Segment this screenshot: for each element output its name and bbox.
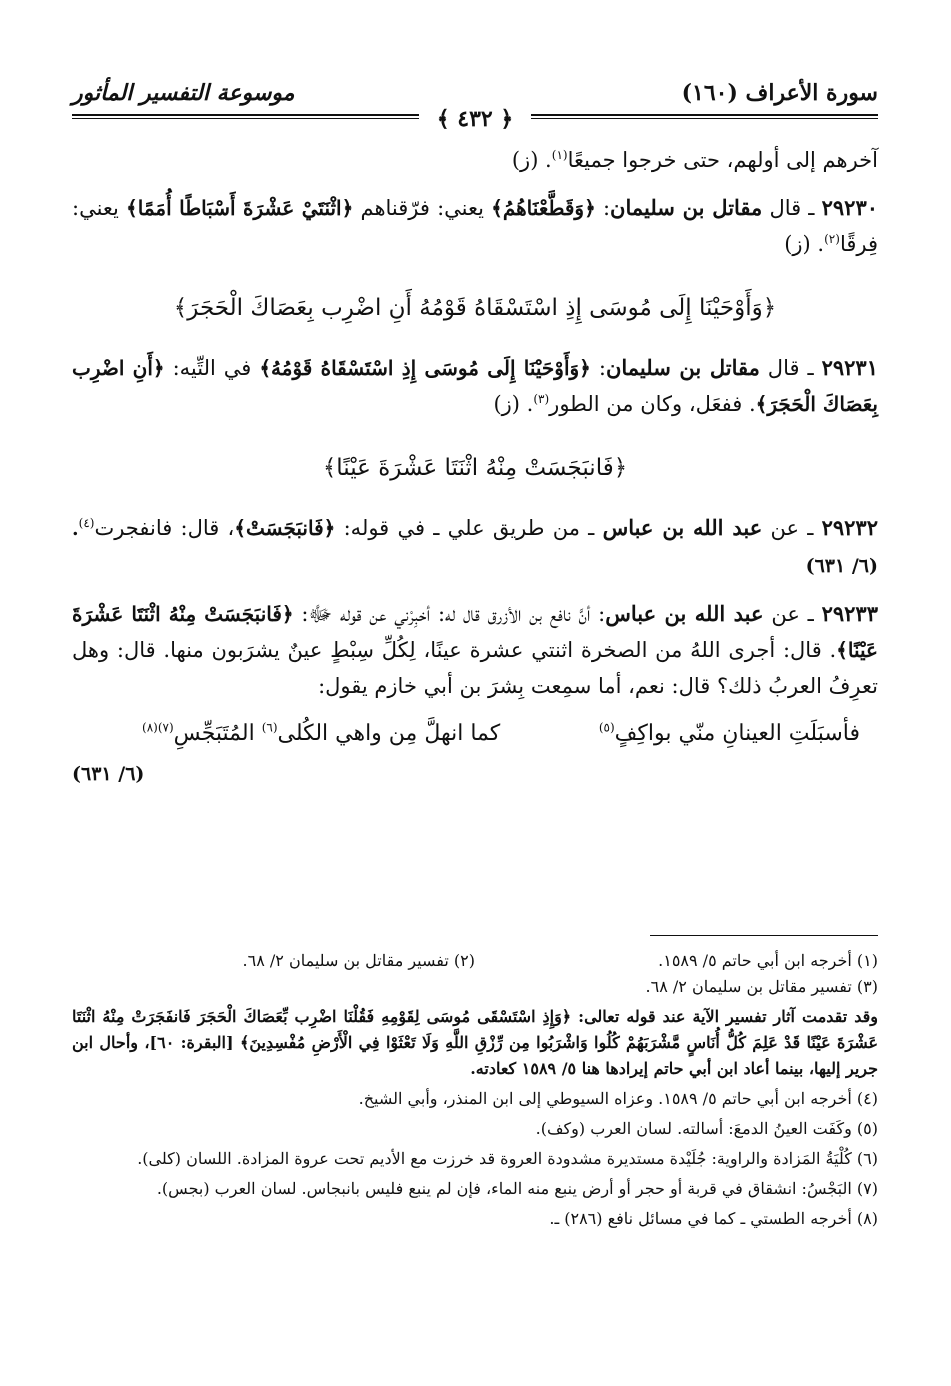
entry-29230: ٢٩٢٣٠ ـ قال مقاتل بن سليمان: ﴿وَقَطَّعْنَاهُمُ﴾ يعني: فرّقناهم ﴿اثْنَتَيْ عَشْرَةَ أَسْبَاطًا أُمَمًا﴾ يعني: فِرقًا$^{(٢)}$. (ز)	[72, 195, 879, 256]
page-number: ﴿ ٤٣٢ ﴾	[419, 106, 532, 132]
footnote-6: (٦) كُلْيَةُ المَزادة والراوية: جُلَيْدة مستديرة مشدودة العروة قد خرزت مع الأديم تحت عروة المزادة. اللسان (كلى).	[137, 1149, 878, 1168]
footnote-5: (٥) وكَفَت العينُ الدمعَ: أسالته. لسان العرب (وكف).	[535, 1119, 878, 1138]
page-header	[72, 70, 878, 132]
narrator-name: عبد الله بن عباس	[602, 515, 763, 540]
footnote-marker: (٢)	[824, 232, 840, 246]
ayah-quote: ﴿اثْنَتَيْ عَشْرَةَ أَسْبَاطًا أُمَمًا﴾	[126, 196, 354, 220]
paragraph-continuation: آخرهم إلى أولهم، حتى خرجوا جميعًا$^{(١)}$. (ز)	[511, 148, 878, 172]
footnote-separator	[650, 935, 878, 936]
footnote-marker: (٤)	[78, 516, 95, 530]
volume-page-ref: (٦/ ٦٣١)	[72, 763, 145, 785]
entry-29231: ٢٩٢٣١ ـ قال مقاتل بن سليمان: ﴿وَأَوْحَيْنَا إِلَى مُوسَى إِذِ اسْتَسْقَاهُ قَوْمُهُ﴾ في التِّيه: ﴿أَنِ اضْرِب بِعَصَاكَ الْحَجَرَ﴾. ففعَل، وكان من الطور$^{(٣)}$. (ز)	[72, 355, 878, 416]
surah-title: سورة الأعراف (١٦٠)	[681, 80, 878, 106]
ayah-quote: ﴿فَانبَجَسَتْ﴾	[234, 516, 336, 540]
ayah-heading: ﴿وَأَوْحَيْنَا إِلَى مُوسَى إِذِ اسْتَسْقَاهُ قَوْمُهُ أَنِ اضْرِب بِعَصَاكَ الْحَجَرَ﴾	[173, 295, 777, 321]
ayah-quote: ﴿وَقَطَّعْنَاهُمُ﴾	[491, 196, 596, 220]
narrator-name: مقاتل بن سليمان	[610, 195, 763, 220]
entry-number: ٢٩٢٣٣	[821, 601, 878, 626]
ayah-quote: ﴿وَأَوْحَيْنَا إِلَى مُوسَى إِذِ اسْتَسْقَاهُ قَوْمُهُ﴾	[259, 356, 591, 380]
poem-hemistich-first: فأسبَلَتِ العينانِ منّي بواكِفٍ$^{(٥)}$	[598, 720, 860, 746]
ayah-quote: ﴿وَإِذِ اسْتَسْقَى مُوسَى لِقَوْمِهِ فَقُلْنَا اضْرِب بِّعَصَاكَ الْحَجَرَ فَانفَجَرَتْ مِنْهُ اثْنَتَا عَشْرَةَ عَيْنًا قَدْ عَلِمَ كُلُّ أُنَاسٍ مَّشْرَبَهُمْ كُلُوا وَاشْرَبُوا مِن رِّزْقِ اللَّهِ وَلَا تَعْثَوْا فِي الْأَرْضِ مُفْسِدِينَ﴾	[72, 1007, 879, 1052]
main-text	[72, 142, 878, 792]
entry-number: ٢٩٢٣٢	[821, 515, 878, 540]
footnote-1: (١) أخرجه ابن أبي حاتم ٥/ ١٥٨٩.	[658, 951, 878, 970]
footnote-7: (٧) البَجْسُ: انشقاق في قربة أو حجر أو أرض ينبع منه الماء، فإن لم ينبع فليس بانبجاس. لسان العرب (بجس).	[156, 1179, 878, 1198]
poem-hemistich-second: كما انهلَّ مِن واهي الكُلى$^{(٦)}$ المُتَبَجِّسِ$^{(٧)(٨)}$	[142, 720, 501, 746]
entry-number: ٢٩٢٣٠	[821, 195, 879, 220]
footnote-marker: (٧)(٨)	[142, 720, 174, 735]
footnote-editor-note: وقد تقدمت آثار تفسير الآية عند قوله تعالى: ﴿وَإِذِ اسْتَسْقَى مُوسَى لِقَوْمِهِ فَقُلْنَا اضْرِب بِّعَصَاكَ الْحَجَرَ فَانفَجَرَتْ مِنْهُ اثْنَتَا عَشْرَةَ عَيْنًا قَدْ عَلِمَ كُلُّ أُنَاسٍ مَّشْرَبَهُمْ كُلُوا وَاشْرَبُوا مِن رِّزْقِ اللَّهِ وَلَا تَعْثَوْا فِي الْأَرْضِ مُفْسِدِينَ﴾ [البقرة: ٦٠]، وأحال ابن جرير إليها، بينما أعاد ابن أبي حاتم إيرادها هنا ٥/ ١٥٨٩ كعادته.	[72, 1007, 879, 1078]
ayah-quote: ﴿أَنِ اضْرِب بِعَصَاكَ الْحَجَرَ﴾	[72, 356, 878, 416]
footnote-3: (٣) تفسير مقاتل بن سليمان ٢/ ٦٨.	[645, 977, 878, 996]
footnote-4: (٤) أخرجه ابن أبي حاتم ٥/ ١٥٨٩. وعزاه السيوطي إلى ابن المنذر، وأبي الشيخ.	[358, 1089, 878, 1108]
entry-29232: ٢٩٢٣٢ ـ عن عبد الله بن عباس ـ من طريق علي ـ في قوله: ﴿فَانبَجَسَتْ﴾، قال: فانفجرت$^{(٤)}$. (٦/ ٦٣١)	[72, 515, 878, 577]
footnote-8: (٨) أخرجه الطستي ـ كما في مسائل نافع (٢٨٦) ـ.	[549, 1209, 878, 1228]
entry-number: ٢٩٢٣١	[821, 355, 878, 380]
entry-29233: ٢٩٢٣٣ ـ عن عبد الله بن عباس: أنَّ نافع بن الأزرق قال له: أخبِرْني عن قوله ﷻ: ﴿فَانبَجَسَتْ مِنْهُ اثْنَتَا عَشْرَةَ عَيْنًا﴾. قال: أجرى اللهُ من الصخرة اثنتي عشرة عينًا، لِكُلِّ سِبْطٍ عينٌ يشرَبون منها. قال: وهل تعرِفُ العربُ ذلك؟ قال: نعم، أما سمِعت بِشرَ بن أبي خازم يقول:	[72, 601, 878, 698]
ayah-heading: ﴿فَانبَجَسَتْ مِنْهُ اثْنَتَا عَشْرَةَ عَيْنًا﴾	[322, 455, 628, 481]
ayah-quote: ﴿فَانبَجَسَتْ مِنْهُ اثْنَتَا عَشْرَةَ عَيْنًا﴾	[72, 602, 878, 662]
book-title: موسوعة التفسير المأثور	[72, 80, 295, 106]
footnote-marker: (٥)	[598, 720, 615, 735]
volume-page-ref: . (٦/ ٦٣١)	[72, 518, 878, 577]
footnotes	[72, 948, 878, 1236]
narrator-name: عبد الله بن عباس	[605, 601, 764, 626]
page	[72, 70, 879, 1228]
narrator-name: مقاتل بن سليمان	[605, 355, 760, 380]
footnote-marker: (٣)	[533, 392, 550, 406]
footnote-marker: (١)	[551, 148, 568, 162]
poem-verse	[72, 716, 878, 752]
footnote-row	[72, 948, 878, 974]
footnote-2: (٢) تفسير مقاتل بن سليمان ٢/ ٦٨.	[242, 951, 475, 970]
footnote-marker: (٦)	[261, 720, 278, 735]
